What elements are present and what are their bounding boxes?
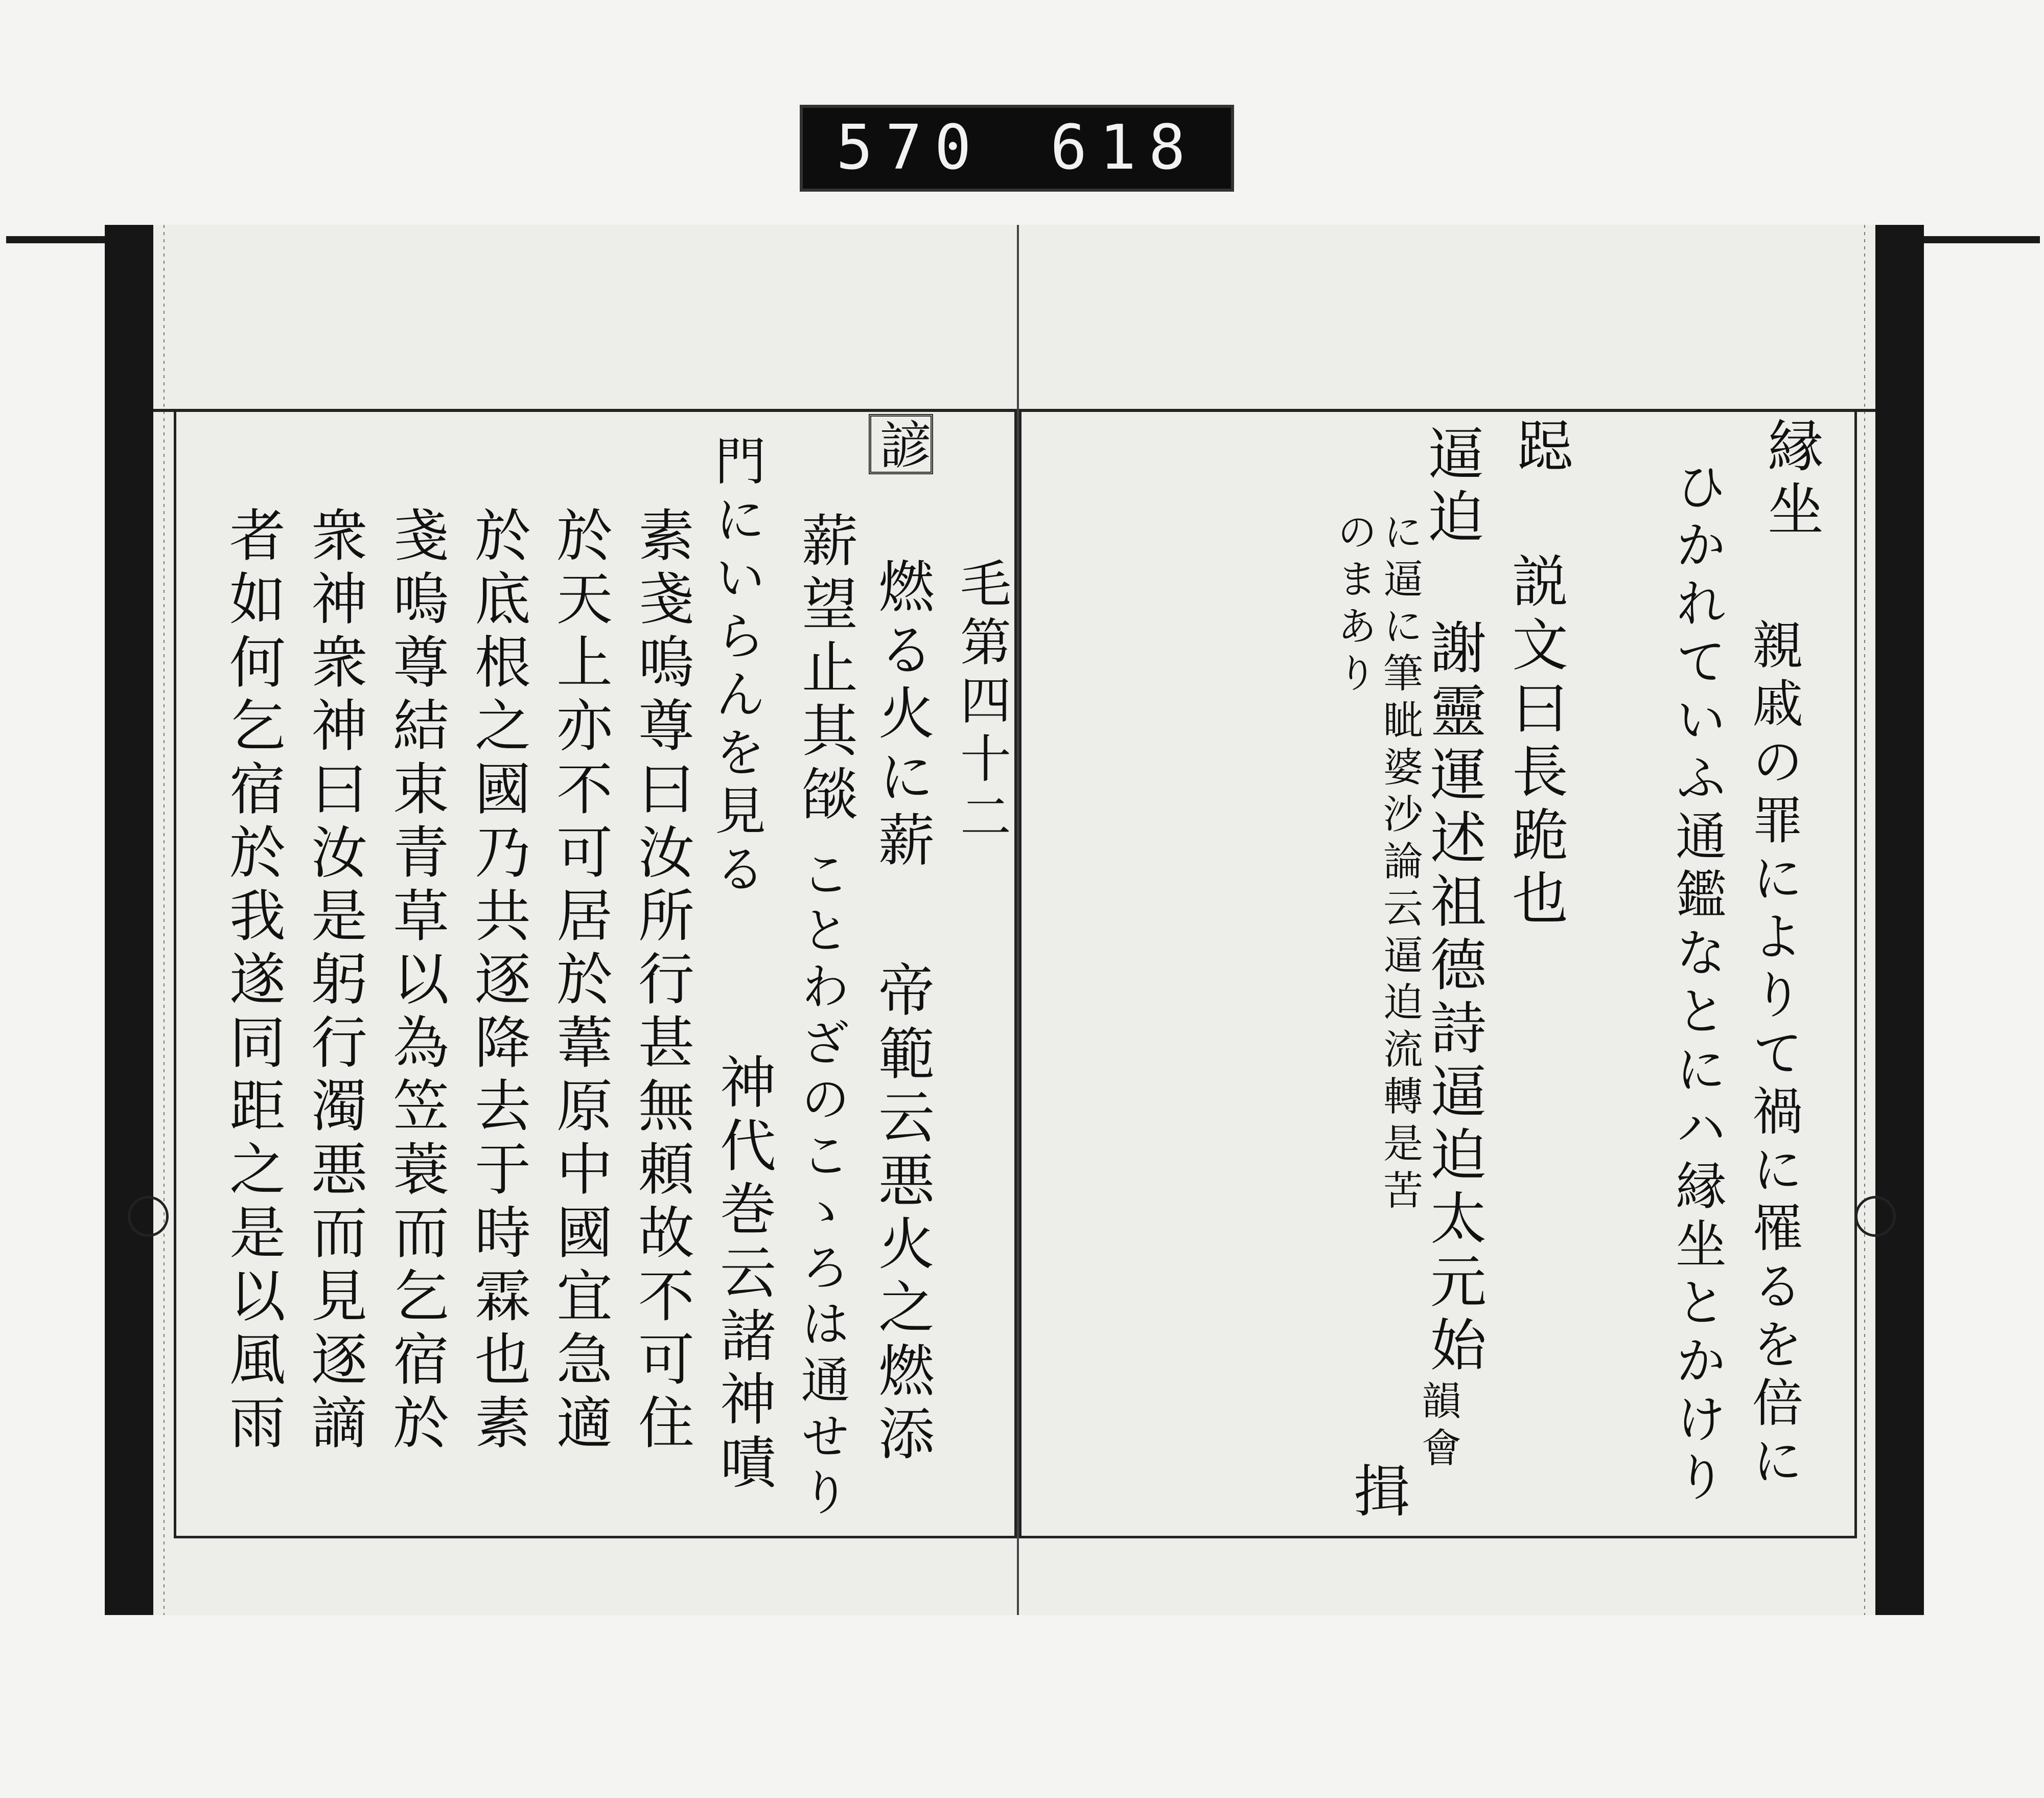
right-col-3: ひかれていふ通鑑なとにハ縁坐とかけり xyxy=(1667,460,1727,1509)
right-col-8: に逼に筆眦婆沙論云逼迫流轉是苦 xyxy=(1377,511,1423,1216)
right-col-2: 親戚の罪によりて禍に罹るを倍に xyxy=(1744,618,1803,1492)
left-col-5: 門にいらんを見る xyxy=(706,434,766,901)
right-col-7: 謝靈運述祖德詩逼迫太元始 xyxy=(1421,618,1486,1379)
right-page-circle-mark xyxy=(1855,1196,1896,1237)
label-right-number: 618 xyxy=(1050,112,1198,183)
left-col-9: 於底根之國乃共逐降去于時霖也素 xyxy=(466,506,531,1457)
left-col-1: 燃る火に薪 xyxy=(869,557,935,874)
left-col-6: 神代巻云諸神嘖 xyxy=(711,1053,776,1496)
right-col-10: 韻會 xyxy=(1415,1380,1461,1474)
right-col-11: 揖 xyxy=(1344,1462,1410,1525)
right-col-5: 説文曰長跪也 xyxy=(1503,552,1568,932)
left-col-12: 者如何乞宿於我遂同距之是以風雨 xyxy=(220,506,286,1457)
right-col-4: 跽 xyxy=(1508,417,1573,480)
right-page-top-band xyxy=(1019,225,1875,412)
left-col-4: ことわざのこゝろは通せり xyxy=(793,848,850,1523)
left-col-11: 衆神衆神曰汝是躬行濁悪而見逐謫 xyxy=(302,506,367,1457)
left-col-2: 帝範云悪火之燃添 xyxy=(869,961,935,1468)
label-left-number: 570 xyxy=(836,112,984,183)
left-col-7: 素戔嗚尊曰汝所行甚無頼故不可住 xyxy=(629,506,694,1457)
right-col-6: 逼迫 xyxy=(1419,424,1484,551)
left-col-10: 戔嗚尊結束青草以為笠蓑而乞宿於 xyxy=(384,506,449,1457)
left-page-circle-mark xyxy=(128,1196,169,1237)
specimen-label xyxy=(800,105,1234,192)
right-col-1: 縁坐 xyxy=(1758,417,1824,543)
left-col-3: 薪望止其燄 xyxy=(793,511,858,828)
left-heading: 毛第四十二 xyxy=(951,557,1011,848)
left-col-8: 於天上亦不可居於葦原中國宜急適 xyxy=(547,506,613,1457)
left-page-top-band xyxy=(153,225,1017,412)
entry-mark: 諺 xyxy=(869,414,933,474)
right-col-9: のまあり xyxy=(1331,511,1377,699)
